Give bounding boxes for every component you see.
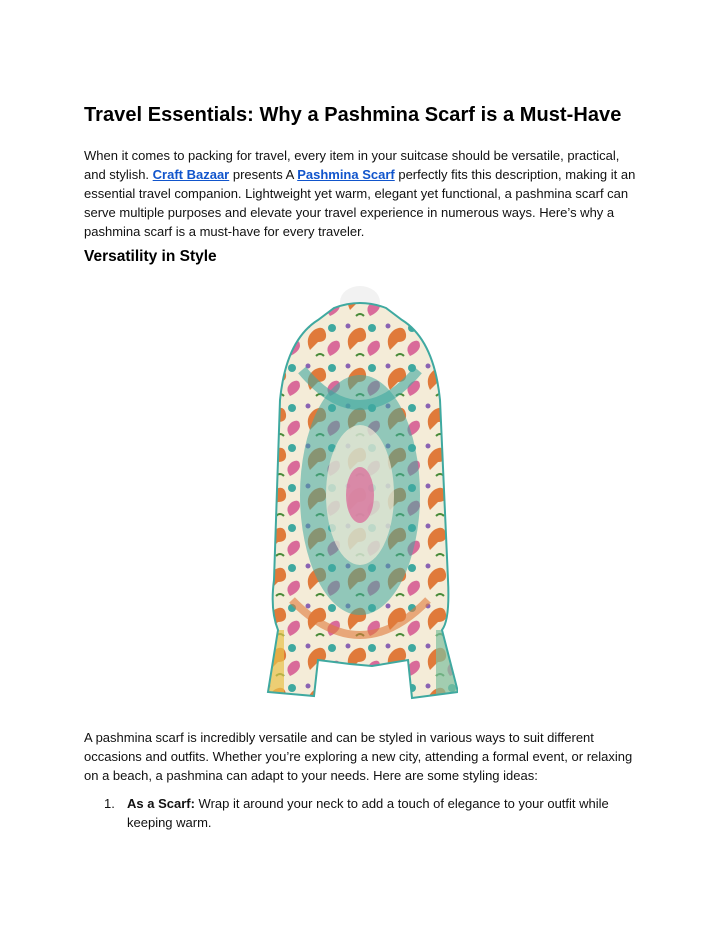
intro-text-after: perfectly fits this description, making it an essential travel companion. Lightweight yet warm, elegant yet functional, a pashmina scarf can serve multiple purposes and elevate your travel experience in numerous ways. Here’s why a pashmina scarf is a must-have for every traveler. bbox=[84, 167, 636, 239]
list-item-lead: As a Scarf: bbox=[127, 796, 195, 811]
intro-text-middle: presents A bbox=[229, 167, 298, 182]
list-item-number: 1. bbox=[104, 796, 115, 811]
pashmina-scarf-link[interactable]: Pashmina Scarf bbox=[297, 167, 395, 182]
versatility-paragraph: A pashmina scarf is incredibly versatile and can be styled in various ways to suit different occasions and outfits. Whether you’re exploring a new city, attending a formal event, or relaxing on a beach, a pashmina can adapt to your needs. Here are some styling ideas: bbox=[84, 730, 633, 783]
craft-bazaar-link[interactable]: Craft Bazaar bbox=[152, 167, 230, 182]
list-item bbox=[84, 794, 644, 832]
styling-ideas-list bbox=[84, 794, 644, 832]
intro-paragraph bbox=[84, 146, 644, 241]
section-heading-versatility: Versatility in Style bbox=[84, 248, 217, 265]
page-title: Travel Essentials: Why a Pashmina Scarf is a Must-Have bbox=[84, 104, 622, 126]
list-item-text: Wrap it around your neck to add a touch of elegance to your outfit while keeping warm. bbox=[127, 796, 609, 830]
pashmina-scarf-image bbox=[262, 280, 458, 700]
intro-text-before: When it comes to packing for travel, every item in your suitcase should be versatile, practical, and stylish. bbox=[84, 148, 620, 182]
